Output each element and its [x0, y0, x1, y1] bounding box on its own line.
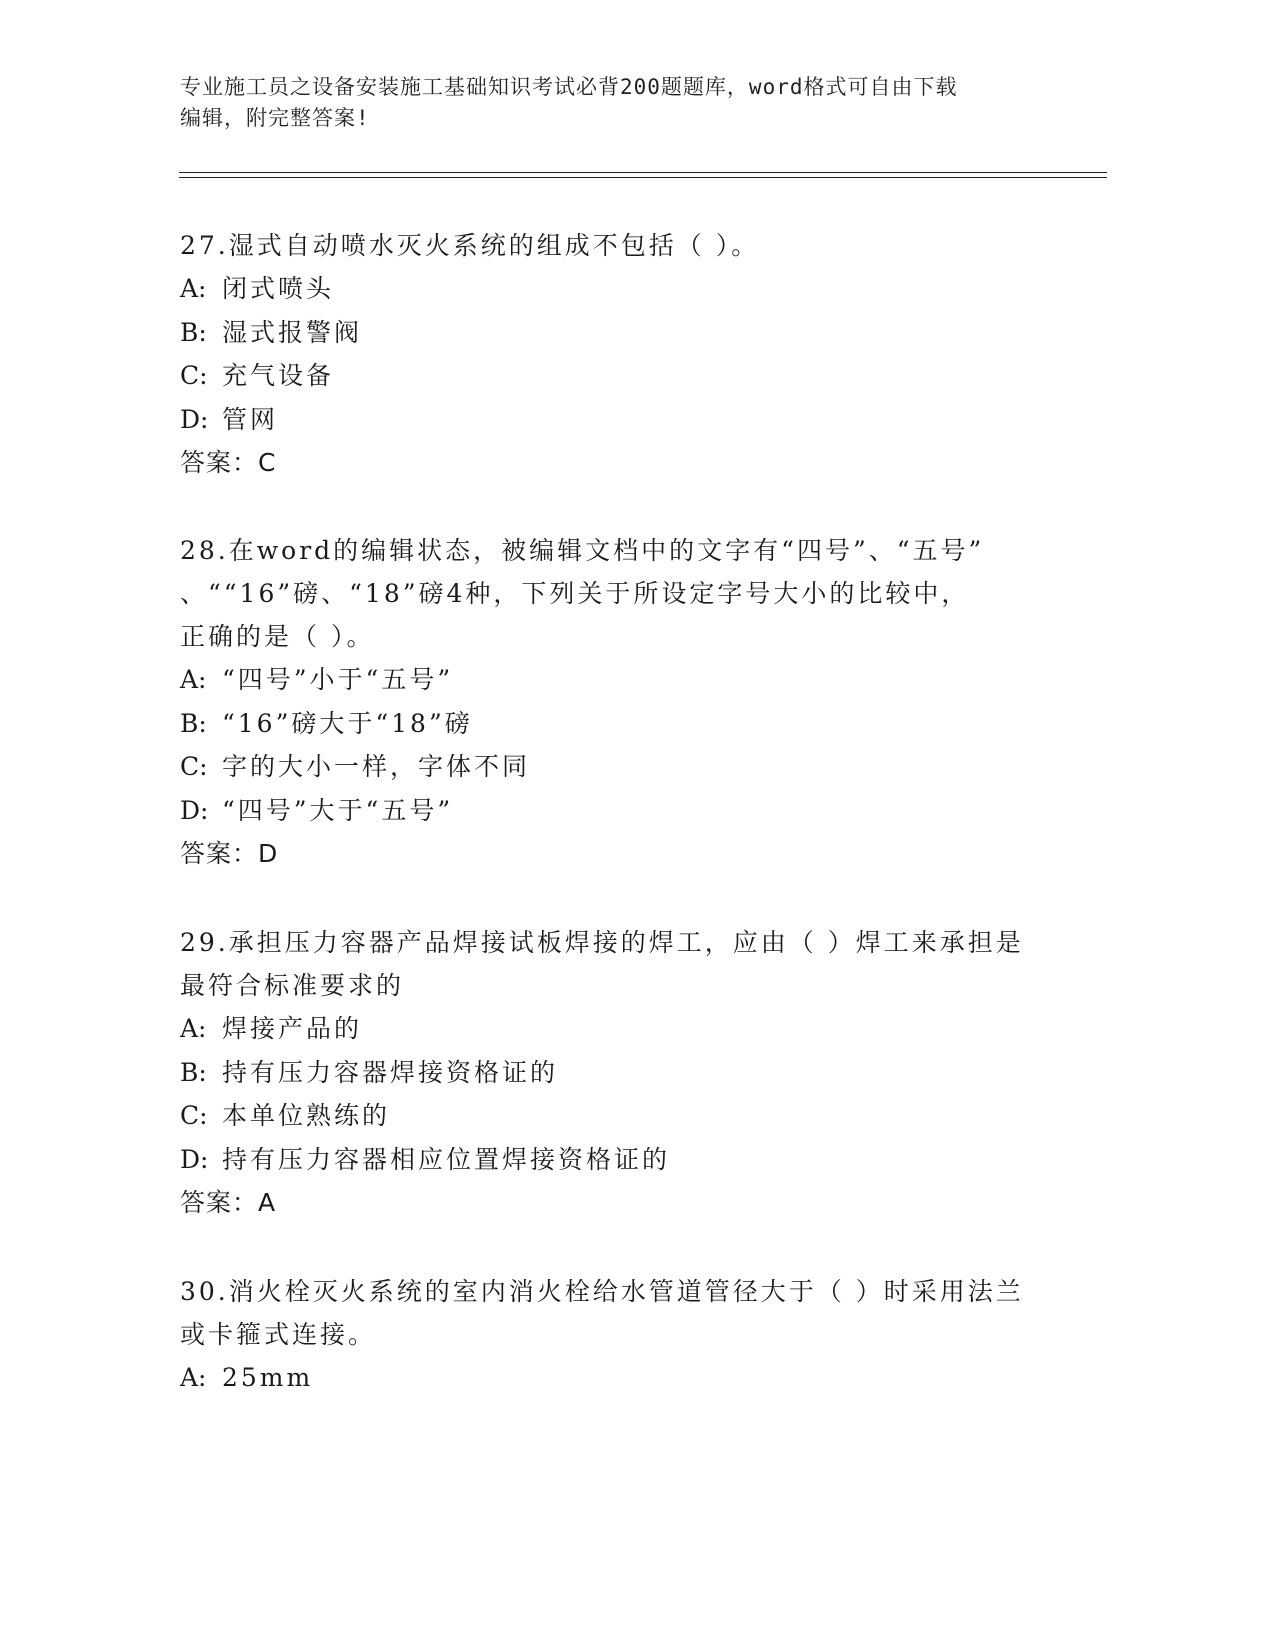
option-letter: B: — [180, 317, 207, 347]
option-text: 持有压力容器焊接资格证的 — [222, 1057, 559, 1087]
option-text: 管网 — [222, 404, 279, 434]
option-d — [180, 1138, 1025, 1182]
option-a — [180, 658, 1025, 702]
answer-line: 答案：C — [180, 448, 277, 477]
option-text: “四号”大于“五号” — [222, 795, 454, 825]
question-30 — [180, 1270, 1025, 1400]
option-a — [180, 1356, 1025, 1400]
option-letter: D: — [180, 795, 209, 825]
option-a — [180, 1007, 1025, 1051]
option-text: “16”磅大于“18”磅 — [222, 708, 473, 738]
question-line: 28.在word的编辑状态，被编辑文档中的文字有“四号”、“五号” — [180, 536, 985, 565]
option-text: 25mm — [222, 1363, 314, 1392]
option-c — [180, 745, 1025, 789]
option-text: 焊接产品的 — [222, 1014, 363, 1043]
question-line: 27.湿式自动喷水灭火系统的组成不包括（ ）。 — [180, 231, 760, 260]
answer-line: 答案：D — [180, 839, 279, 868]
option-letter: A: — [180, 1014, 207, 1043]
option-letter: A: — [180, 1363, 207, 1392]
header-line-1: 专业施工员之设备安装施工基础知识考试必背200题题库，word格式可自由下载 — [180, 75, 958, 99]
option-letter: B: — [180, 1057, 207, 1087]
option-text: 本单位熟练的 — [222, 1101, 391, 1130]
option-b — [180, 702, 1025, 746]
header-divider-bottom — [179, 177, 1107, 178]
option-text: “四号”小于“五号” — [222, 665, 454, 694]
option-text: 闭式喷头 — [222, 274, 335, 303]
question-text — [180, 224, 1025, 267]
question-line: 最符合标准要求的 — [180, 971, 405, 1000]
option-c — [180, 354, 1025, 398]
question-text — [180, 1270, 1025, 1356]
header-divider-top — [179, 172, 1107, 173]
option-c — [180, 1094, 1025, 1138]
question-line: 、““16”磅、“18”磅4种，下列关于所设定字号大小的比较中， — [180, 579, 970, 608]
option-letter: C: — [180, 1101, 208, 1130]
option-letter: C: — [180, 752, 208, 781]
option-text: 湿式报警阀 — [222, 317, 363, 347]
option-letter: B: — [180, 708, 207, 738]
header-line-2: 编辑，附完整答案! — [180, 106, 370, 130]
option-letter: A: — [180, 665, 207, 694]
option-a — [180, 267, 1025, 311]
option-d — [180, 398, 1025, 442]
question-line: 或卡箍式连接。 — [180, 1320, 377, 1349]
option-text: 持有压力容器相应位置焊接资格证的 — [222, 1144, 671, 1174]
option-text: 字的大小一样，字体不同 — [222, 752, 531, 781]
question-text — [180, 529, 1025, 658]
option-text: 充气设备 — [222, 361, 335, 390]
option-d — [180, 789, 1025, 833]
question-text — [180, 921, 1025, 1007]
question-28 — [180, 529, 1025, 876]
option-letter: D: — [180, 1144, 209, 1174]
question-line: 30.消火栓灭火系统的室内消火栓给水管道管径大于（ ）时采用法兰 — [180, 1277, 1024, 1306]
option-letter: A: — [180, 274, 207, 303]
answer-line: 答案：A — [180, 1188, 277, 1217]
question-27 — [180, 224, 1025, 485]
option-letter: D: — [180, 404, 209, 434]
option-b — [180, 311, 1025, 355]
document-header — [180, 72, 1040, 134]
question-29 — [180, 921, 1025, 1225]
option-letter: C: — [180, 361, 208, 390]
question-line: 29.承担压力容器产品焊接试板焊接的焊工，应由（ ）焊工来承担是 — [180, 928, 1024, 957]
question-line: 正确的是（ ）。 — [180, 622, 375, 651]
option-b — [180, 1051, 1025, 1095]
